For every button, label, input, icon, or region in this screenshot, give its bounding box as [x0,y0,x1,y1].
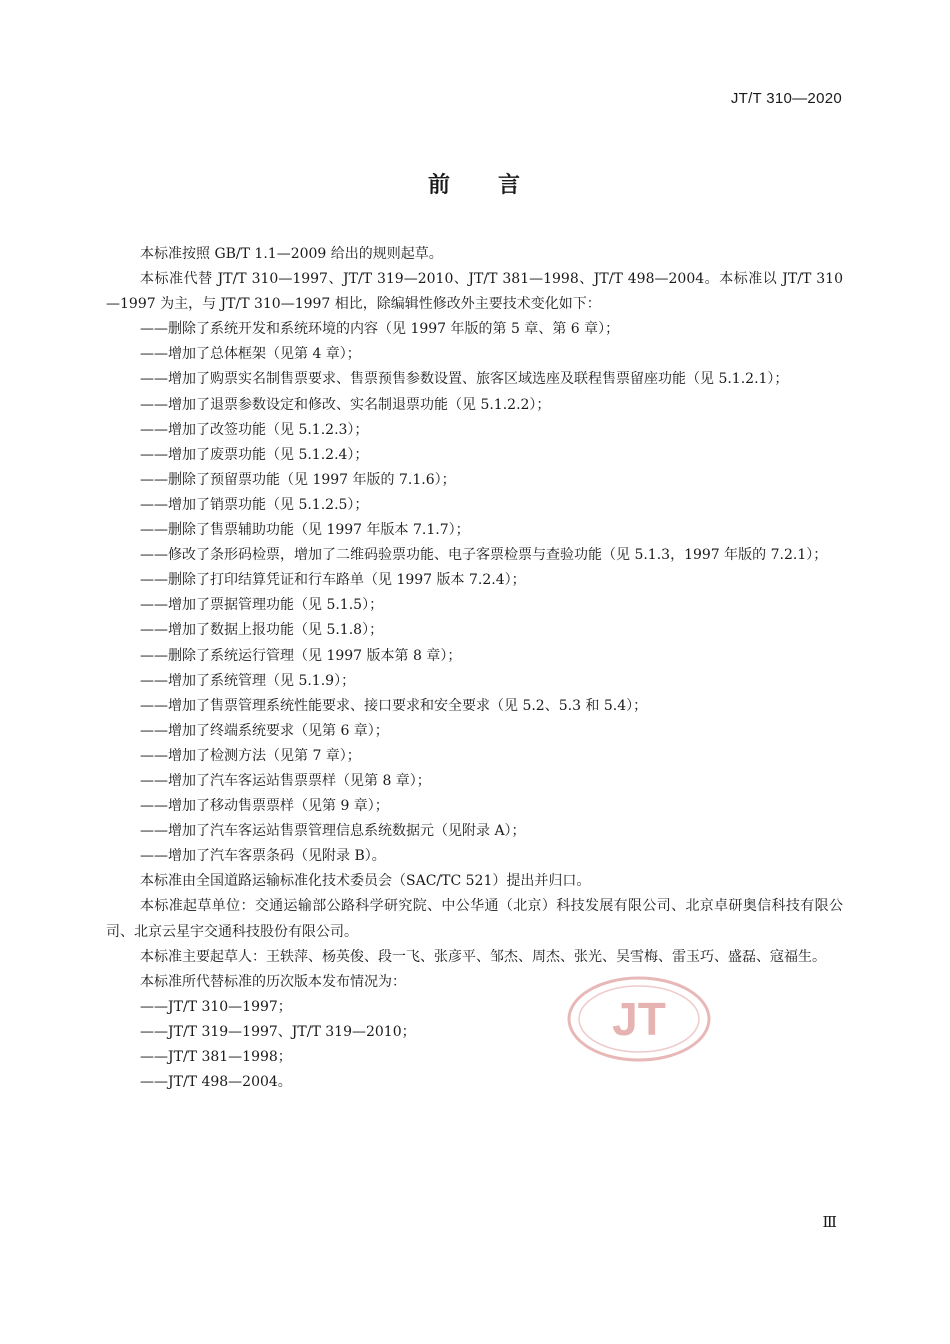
closing-paragraph: 本标准由全国道路运输标准化技术委员会（SAC/TC 521）提出并归口。 [140,873,591,890]
change-item: ——增加了购票实名制售票要求、售票预售参数设置、旅客区域选座及联程售票留座功能（见 5.1.2.1）； [140,371,789,388]
change-item: ——增加了汽车客票条码（见附录 B）。 [140,848,386,865]
intro-paragraph: 本标准代替 JT/T 310—1997、JT/T 319—2010、JT/T 381—1998、JT/T 498—2004。本标准以 JT/T 310—1997 为主，与 JT/T 310—1997 相比，除编辑性修改外主要技术变化如下： [106,271,843,313]
watermark-text: JT [612,993,666,1045]
change-item: ——修改了条形码检票，增加了二维码验票功能、电子客票检票与查验功能（见 5.1.3，1997 年版的 7.2.1）； [140,547,828,564]
change-item: ——增加了销票功能（见 5.1.2.5）； [140,496,369,513]
change-item: ——增加了检测方法（见第 7 章）； [140,747,361,764]
change-item: ——增加了系统管理（见 5.1.9）； [140,672,356,689]
change-item: ——增加了废票功能（见 5.1.2.4）； [140,446,369,463]
history-item: ——JT/T 319—1997、JT/T 319—2010； [140,1023,416,1040]
change-item: ——增加了售票管理系统性能要求、接口要求和安全要求（见 5.2、5.3 和 5.4）； [140,697,648,714]
change-item: ——增加了汽车客运站售票管理信息系统数据元（见附录 A）； [140,823,526,840]
change-item: ——删除了预留票功能（见 1997 年版的 7.1.6）； [140,471,456,488]
closing-paragraph: 本标准主要起草人：王轶萍、杨英俊、段一飞、张彦平、邹杰、周杰、张光、吴雪梅、雷玉巧、盛磊、寇福生。 [140,948,826,965]
change-item: ——删除了售票辅助功能（见 1997 年版本 7.1.7）； [140,522,470,539]
change-item: ——增加了总体框架（见第 4 章）； [140,346,361,363]
document-body [106,242,843,1095]
page-title [0,168,950,199]
title-char-2: 言 [498,173,523,198]
change-item: ——删除了打印结算凭证和行车路单（见 1997 版本 7.2.4）； [140,572,526,589]
change-item: ——增加了数据上报功能（见 5.1.8）； [140,622,384,639]
history-item: ——JT/T 310—1997； [140,998,292,1015]
change-item: ——增加了退票参数设定和修改、实名制退票功能（见 5.1.2.2）； [140,396,551,413]
closing-paragraph: 本标准起草单位：交通运输部公路科学研究院、中公华通（北京）科技发展有限公司、北京卓研奥信科技有限公司、北京云星宇交通科技股份有限公司。 [106,898,843,940]
page-number: Ⅲ [822,1213,837,1231]
standard-code: JT/T 310—2020 [730,90,842,107]
history-item: ——JT/T 381—1998； [140,1049,292,1065]
change-item: ——删除了系统开发和系统环境的内容（见 1997 年版的第 5 章、第 6 章）； [140,321,620,338]
title-char-1: 前 [427,173,452,198]
closing-paragraph: 本标准所代替标准的历次版本发布情况为： [140,973,406,990]
jt-watermark-logo [567,975,712,1063]
change-item: ——增加了改签功能（见 5.1.2.3）； [140,421,369,438]
history-item: ——JT/T 498—2004。 [140,1074,292,1091]
change-item: ——增加了汽车客运站售票票样（见第 8 章）； [140,772,431,789]
intro-paragraph: 本标准按照 GB/T 1.1—2009 给出的规则起草。 [140,246,443,262]
change-item: ——增加了终端系统要求（见第 6 章）； [140,722,389,739]
change-item: ——删除了系统运行管理（见 1997 版本第 8 章）； [140,647,462,664]
change-item: ——增加了移动售票票样（见第 9 章）； [140,798,389,815]
change-item: ——增加了票据管理功能（见 5.1.5）； [140,597,384,614]
